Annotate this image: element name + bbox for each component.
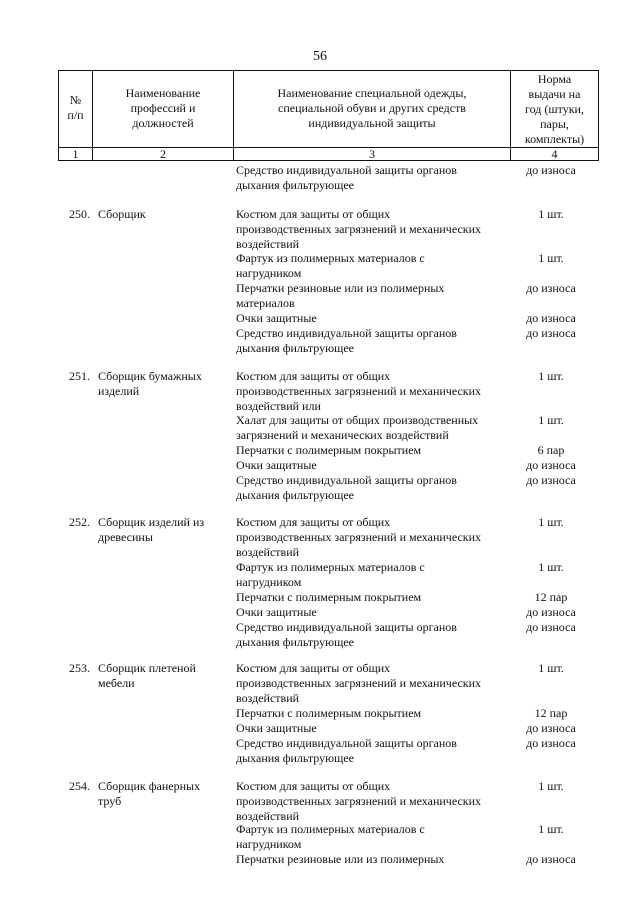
item-norm: 1 шт. xyxy=(538,515,564,529)
page-number: 56 xyxy=(313,49,327,64)
item-text: Средство индивидуальной защиты органов дыхания фильтрующее xyxy=(236,163,457,192)
item-norm: до износа xyxy=(526,458,576,472)
profession-name: Сборщик xyxy=(98,207,146,221)
item-text: Костюм для защиты от общих производственных загрязнений и механических воздействий xyxy=(236,779,482,823)
item-norm: до износа xyxy=(526,852,576,866)
item-norm: до износа xyxy=(526,326,576,340)
item-norm: 1 шт. xyxy=(538,661,564,675)
header-index-1: 1 xyxy=(72,147,79,161)
row-number: 251. xyxy=(69,369,90,383)
header-index-2: 2 xyxy=(160,147,166,161)
item-text: Средство индивидуальной защиты органов дыхания фильтрующее xyxy=(236,473,457,502)
item-norm: до износа xyxy=(526,473,576,487)
item-norm: до износа xyxy=(526,721,576,735)
item-text: Очки защитные xyxy=(236,311,317,325)
item-text: Костюм для защиты от общих производственных загрязнений и механических воздействий xyxy=(236,515,482,559)
item-text: Фартук из полимерных материалов с нагрудником xyxy=(236,251,425,280)
row-number: 252. xyxy=(69,515,90,529)
header-col-number: № п/п xyxy=(67,93,84,122)
item-text: Средство индивидуальной защиты органов дыхания фильтрующее xyxy=(236,736,457,765)
item-text: Перчатки с полимерным покрытием xyxy=(236,706,422,720)
profession-name: Сборщик изделий из древесины xyxy=(98,515,205,544)
item-norm: до износа xyxy=(526,605,576,619)
item-norm: 1 шт. xyxy=(538,560,564,574)
item-norm: 1 шт. xyxy=(538,207,564,221)
item-text: Фартук из полимерных материалов с нагрудником xyxy=(236,822,425,851)
table-header xyxy=(58,70,599,161)
item-text: Средство индивидуальной защиты органов дыхания фильтрующее xyxy=(236,326,457,355)
header-col-norm: Норма выдачи на год (штуки, пары, комплекты) xyxy=(524,72,585,146)
item-norm: до износа xyxy=(526,736,576,750)
item-text: Костюм для защиты от общих производственных загрязнений и механических воздействий xyxy=(236,661,482,705)
profession-name: Сборщик фанерных труб xyxy=(98,779,201,808)
header-index-3: 3 xyxy=(369,147,375,161)
item-norm: 1 шт. xyxy=(538,369,564,383)
item-text: Очки защитные xyxy=(236,605,317,619)
item-norm: до износа xyxy=(526,281,576,295)
item-norm: до износа xyxy=(526,620,576,634)
item-text: Перчатки с полимерным покрытием xyxy=(236,590,422,604)
item-text: Перчатки с полимерным покрытием xyxy=(236,443,422,457)
profession-name: Сборщик бумажных изделий xyxy=(98,369,202,398)
profession-name: Сборщик плетеной мебели xyxy=(98,661,196,690)
item-text: Очки защитные xyxy=(236,458,317,472)
header-top-border xyxy=(58,70,599,71)
row-number: 250. xyxy=(69,207,90,221)
item-text: Очки защитные xyxy=(236,721,317,735)
item-norm: до износа xyxy=(526,311,576,325)
item-norm: 1 шт. xyxy=(538,822,564,836)
header-col-profession: Наименование профессий и должностей xyxy=(125,86,201,130)
item-text: Перчатки резиновые или из полимерных xyxy=(236,852,445,866)
item-text: Фартук из полимерных материалов с нагрудником xyxy=(236,560,425,589)
item-norm: 6 пар xyxy=(537,443,565,457)
header-col-divider xyxy=(598,70,599,161)
item-norm: 12 пар xyxy=(534,590,568,604)
item-text: Костюм для защиты от общих производственных загрязнений и механических воздействий xyxy=(236,207,482,251)
item-norm: до износа xyxy=(526,163,576,177)
item-text: Халат для защиты от общих производственных загрязнений и механических воздействий xyxy=(236,413,479,442)
row-number: 253. xyxy=(69,661,90,675)
item-norm: 1 шт. xyxy=(538,413,564,427)
item-norm: 1 шт. xyxy=(538,779,564,793)
header-col-items: Наименование специальной одежды, специальной обуви и других средств индивидуальной защиты xyxy=(277,86,467,130)
item-text: Средство индивидуальной защиты органов дыхания фильтрующее xyxy=(236,620,457,649)
row-number: 254. xyxy=(69,779,90,793)
item-norm: 12 пар xyxy=(534,706,568,720)
header-index-4: 4 xyxy=(551,147,558,161)
item-text: Костюм для защиты от общих производственных загрязнений и механических воздействий или xyxy=(236,369,482,413)
item-text: Перчатки резиновые или из полимерных материалов xyxy=(236,281,445,310)
item-norm: 1 шт. xyxy=(538,251,564,265)
